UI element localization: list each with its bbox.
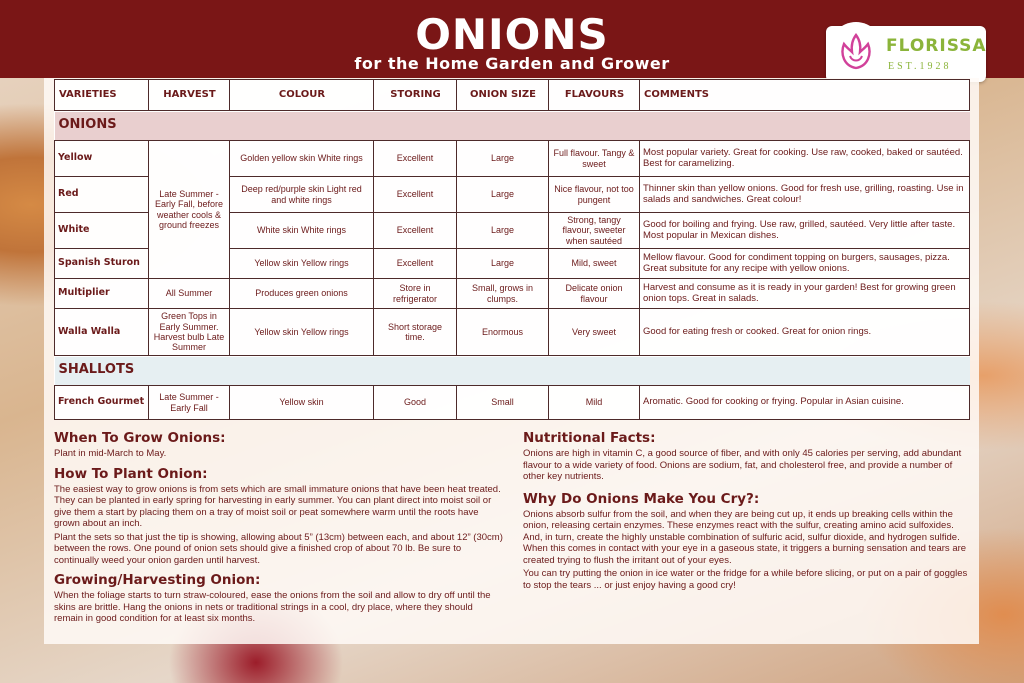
col-header-flavours: FLAVOURS: [549, 80, 640, 111]
size-cell: Large: [457, 141, 549, 177]
col-header-onion-size: ONION SIZE: [457, 80, 549, 111]
section-header-onions: ONIONS: [55, 112, 970, 140]
col-header-storing: STORING: [374, 80, 457, 111]
col-header-comments: COMMENTS: [640, 80, 970, 111]
comments-cell: Mellow flavour. Good for condiment topping on burgers, sausages, pizza. Great subsitute for any recipe with yellow onions.: [640, 249, 970, 279]
colour-cell: Golden yellow skin White rings: [230, 141, 374, 177]
storing-cell: Excellent: [374, 177, 457, 213]
harvest-cell: All Summer: [149, 279, 230, 309]
flavour-cell: Nice flavour, not too pungent: [549, 177, 640, 213]
col-header-varieties: VARIETIES: [55, 80, 149, 111]
growing-harvesting-heading: Growing/Harvesting Onion:: [54, 572, 261, 588]
nutritional-facts-text: Onions are high in vitamin C, a good source of fiber, and with only 45 calories per serving, add abundant flavour to a wide variety of food. Onions are sodium, fat, and cholesterol free, and provide a number of other key nutrients.: [523, 448, 962, 482]
comments-cell: Good for eating fresh or cooked. Great for onion rings.: [640, 309, 970, 356]
storing-cell: Store in refrigerator: [374, 279, 457, 309]
size-cell: Small: [457, 386, 549, 420]
florissa-logo[interactable]: [826, 26, 986, 82]
harvest-cell: Green Tops in Early Summer. Harvest bulb Late Summer: [149, 309, 230, 356]
nutritional-facts-heading: Nutritional Facts:: [523, 430, 656, 446]
flavour-cell: Mild, sweet: [549, 249, 640, 279]
storing-cell: Excellent: [374, 213, 457, 249]
how-to-plant-heading: How To Plant Onion:: [54, 465, 208, 482]
variety-cell: French Gourmet: [55, 386, 149, 420]
varieties-table: [54, 79, 970, 420]
page-subtitle: for the Home Garden and Grower: [354, 54, 670, 73]
variety-cell: Walla Walla: [55, 309, 149, 356]
left-info-column: [54, 430, 504, 627]
flavour-cell: Delicate onion flavour: [549, 279, 640, 309]
table-row: [55, 386, 970, 420]
comments-cell: Most popular variety. Great for cooking. Use raw, cooked, baked or sautéed. Best for caramelizing.: [640, 141, 970, 177]
section-header-shallots: SHALLOTS: [55, 357, 970, 385]
storing-cell: Excellent: [374, 249, 457, 279]
how-to-plant-text-2: Plant the sets so that just the tip is showing, allowing about 5” (13cm) between each, and about 12” (30cm) between the rows. One pound of onion sets should give a finished crop of about 70 lb. Be sure to continually weed your onion garden until harvest.: [54, 531, 503, 566]
page-title: ONIONS: [415, 10, 609, 59]
colour-cell: Produces green onions: [230, 279, 374, 309]
size-cell: Large: [457, 213, 549, 249]
comments-cell: Good for boiling and frying. Use raw, grilled, sautéed. Very little after taste. Most popular in Mexican dishes.: [640, 213, 970, 249]
why-cry-heading: Why Do Onions Make You Cry?:: [523, 490, 760, 507]
why-cry-text-2: You can try putting the onion in ice water or the fridge for a while before slicing, or put on a pair of goggles to stop the tears ... or just enjoy having a good cry!: [523, 568, 968, 591]
flavour-cell: Very sweet: [549, 309, 640, 356]
variety-cell: Multiplier: [55, 279, 149, 309]
when-to-grow-heading: When To Grow Onions:: [54, 430, 226, 446]
how-to-plant-text-1: The easiest way to grow onions is from sets which are small immature onions that have been heat treated. They can be planted in early spring for harvesting in early summer. You can plant direct into moist soil or give them a start by placing them on a tray of moist soil or peat somewhere warm until the roots have grown about an inch.: [54, 483, 501, 529]
why-cry-text-1: Onions absorb sulfur from the soil, and when they are being cut up, it ends up breaking cells within the onion, releasing certain enzymes. These enzymes react with the sulfur, creating amino acid sulfoxides. And, in turn, create the highly unstable combination of sulfuric acid, sulfur dioxide, and hydrogen sulfide. When this comes in contact with your eye in a gaseous state, it triggers a burning sensation and tears are created trying to flush the irritant out of your eyes.: [523, 508, 967, 566]
variety-cell: Red: [55, 177, 149, 213]
variety-cell: Spanish Sturon: [55, 249, 149, 279]
size-cell: Small, grows in clumps.: [457, 279, 549, 309]
table-row: [55, 279, 970, 309]
table-row: [55, 309, 970, 356]
table-header-row: [55, 80, 970, 111]
logo-name: FLORISSA: [886, 36, 987, 56]
when-to-grow-text: Plant in mid-March to May.: [54, 448, 167, 459]
variety-cell: White: [55, 213, 149, 249]
size-cell: Enormous: [457, 309, 549, 356]
size-cell: Large: [457, 177, 549, 213]
right-info-column: [523, 430, 968, 593]
comments-cell: Harvest and consume as it is ready in your garden! Best for growing green onion tops. Great in salads.: [640, 279, 970, 309]
harvest-cell: Late Summer - Early Fall, before weather cools & ground freezes: [149, 141, 230, 279]
colour-cell: Deep red/purple skin Light red and white rings: [230, 177, 374, 213]
logo-est: EST.1928: [888, 61, 952, 72]
comments-cell: Thinner skin than yellow onions. Good for fresh use, grilling, roasting. Use in salads and sandwiches. Great colour!: [640, 177, 970, 213]
tulip-icon: [828, 22, 884, 82]
variety-cell: Yellow: [55, 141, 149, 177]
harvest-cell: Late Summer - Early Fall: [149, 386, 230, 420]
colour-cell: Yellow skin: [230, 386, 374, 420]
size-cell: Large: [457, 249, 549, 279]
colour-cell: Yellow skin Yellow rings: [230, 309, 374, 356]
flavour-cell: Full flavour. Tangy & sweet: [549, 141, 640, 177]
table-row: [55, 141, 970, 177]
col-header-colour: COLOUR: [230, 80, 374, 111]
flavour-cell: Strong, tangy flavour, sweeter when sautéed: [549, 213, 640, 249]
flavour-cell: Mild: [549, 386, 640, 420]
storing-cell: Excellent: [374, 141, 457, 177]
growing-harvesting-text: When the foliage starts to turn straw-coloured, ease the onions from the soil and allow to dry off until the skins are brittle. Hang the onions in nets or traditional strings in a cool, dry place, where they should remain in good condition for at least six months.: [54, 590, 491, 624]
col-header-harvest: HARVEST: [149, 80, 230, 111]
colour-cell: Yellow skin Yellow rings: [230, 249, 374, 279]
storing-cell: Short storage time.: [374, 309, 457, 356]
storing-cell: Good: [374, 386, 457, 420]
colour-cell: White skin White rings: [230, 213, 374, 249]
comments-cell: Aromatic. Good for cooking or frying. Popular in Asian cuisine.: [640, 386, 970, 420]
